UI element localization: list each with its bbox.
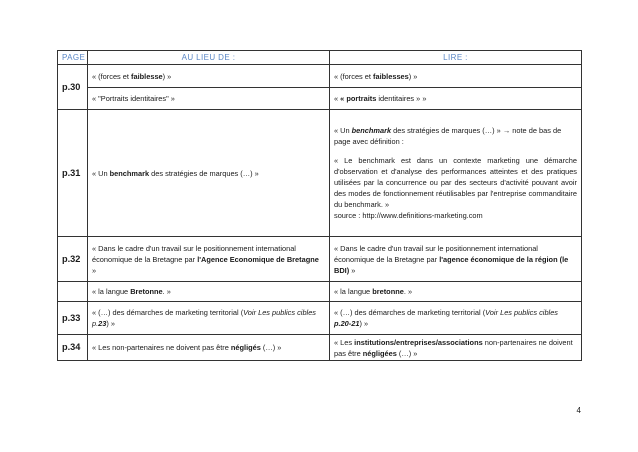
table-row xyxy=(58,237,582,282)
page-ref xyxy=(58,282,88,302)
new-text-cell: « (forces et faiblesses) » xyxy=(330,65,582,88)
old-text-cell: « Les non-partenaires ne doivent pas être négligés (…) » xyxy=(88,335,330,361)
header-lire: LIRE : xyxy=(330,51,582,65)
page-ref: p.34 xyxy=(58,335,88,361)
table-row xyxy=(58,302,582,335)
definition-quote: « Le benchmark est dans un contexte marketing une démarche d'observation et d'analyse des performances atteintes et des pratiques utilisées par la concurrence ou par des secteurs d'activité pouvant avoir des modes de fonctionnement réutilisables par l'entreprise commanditaire du benchmark. » xyxy=(334,156,577,209)
old-text-cell: « Un benchmark des stratégies de marques (…) » xyxy=(88,110,330,237)
header-row xyxy=(58,51,582,65)
table-row xyxy=(58,65,582,88)
new-text-cell: « « portraits identitaires » » xyxy=(330,88,582,110)
table-row xyxy=(58,282,582,302)
old-text-cell: « (…) des démarches de marketing territorial (Voir Les publics cibles p.23) » xyxy=(88,302,330,335)
page-ref: p.31 xyxy=(58,110,88,237)
new-text-cell: « la langue bretonne. » xyxy=(330,282,582,302)
old-text-cell: « Dans le cadre d'un travail sur le positionnement international économique de la Bretagne par l'Agence Economique de Bretagne » xyxy=(88,237,330,282)
header-page: PAGE xyxy=(58,51,88,65)
new-text-cell: « Dans le cadre d'un travail sur le positionnement international économique de la Bretagne par l'agence économique de la région (le BDI) » xyxy=(330,237,582,282)
table-row xyxy=(58,88,582,110)
table-row xyxy=(58,110,582,237)
new-text-cell: « (…) des démarches de marketing territorial (Voir Les publics cibles p.20-21) » xyxy=(330,302,582,335)
page-ref: p.32 xyxy=(58,237,88,282)
new-text-cell: « Les institutions/entreprises/associations non-partenaires ne doivent pas être négligées (…) » xyxy=(330,335,582,361)
page-ref: p.30 xyxy=(58,65,88,110)
old-text-cell: « la langue Bretonne. » xyxy=(88,282,330,302)
table-row xyxy=(58,335,582,361)
errata-table xyxy=(57,50,582,361)
header-au-lieu-de: AU LIEU DE : xyxy=(88,51,330,65)
new-text-cell: « Un benchmark des stratégies de marques (…) » → note de bas de page avec définition : « Le benchmark est dans un contexte marketing une démarche d'observation et d'analyse des performances atteintes et des pratiques utilisées par la concurrence ou par des secteurs d'activité pouvant avoir des modes de fonctionnement réutilisables par l'entreprise commanditaire du benchmark. » source : http://www.definitions-marketing.com xyxy=(330,110,582,237)
definition-source: source : http://www.definitions-marketing.com xyxy=(334,211,483,220)
old-text-cell: « (forces et faiblesse) » xyxy=(88,65,330,88)
old-text-cell: « "Portraits identitaires" » xyxy=(88,88,330,110)
page-ref: p.33 xyxy=(58,302,88,335)
page-number: 4 xyxy=(576,406,581,415)
